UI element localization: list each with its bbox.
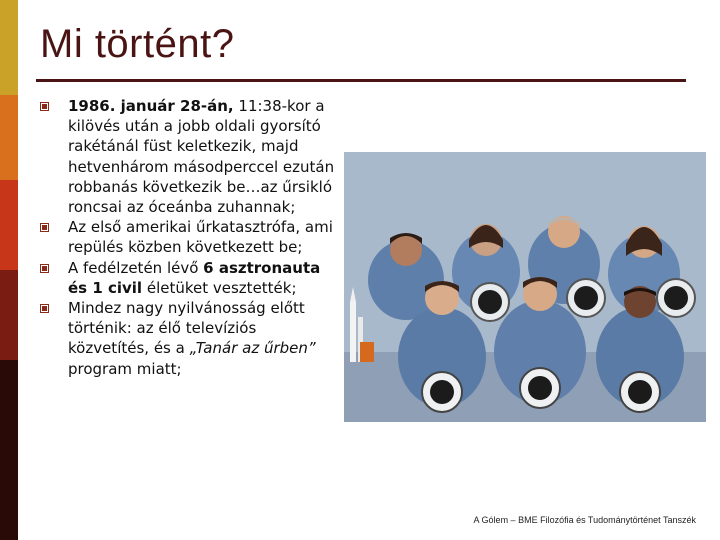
bullet-text-post: életüket vesztették;: [142, 278, 297, 297]
bullet-text-italic: „Tanár az űrben”: [189, 339, 316, 358]
bullet-item: [40, 217, 340, 257]
front-row: [398, 277, 684, 412]
square-bullet-icon: [40, 102, 49, 111]
bullet-text-pre: Mindez nagy nyilvánosság előtt történik: az élő televíziós közvetítés, és a: [68, 299, 305, 358]
bullet-text-bold: 6 asztronauta és 1 civil: [68, 258, 321, 297]
bullet-item: [40, 258, 340, 298]
sidebar-segment-maroon: [0, 270, 18, 360]
bullet-item: [40, 298, 340, 379]
crew-photo: [344, 152, 706, 422]
bullet-text-pre: A fedélzetén lévő: [68, 258, 204, 277]
square-bullet-icon: [40, 264, 49, 273]
crew-photo-illustration: [344, 152, 706, 422]
bullet-list: [40, 96, 340, 379]
sidebar-segment-dark: [0, 360, 18, 540]
sidebar-segment-orange: [0, 95, 18, 180]
bullet-text: 11:38-kor a kilövés után a jobb oldali gyorsító rakétánál füst keletkezik, majd hetvenhárom másodperccel ezután robbanás következik be…az űrsikló roncsai az óceánba zuhannak;: [68, 97, 335, 217]
sidebar-stripe: [0, 0, 18, 540]
sidebar-segment-gold: [0, 0, 18, 95]
bullet-text: Az első amerikai űrkatasztrófa, ami repülés közben következett be;: [68, 218, 333, 257]
bullet-text-post: program miatt;: [68, 359, 182, 378]
bullet-lead: 1986. január 28-án,: [68, 97, 234, 115]
sidebar-segment-red: [0, 180, 18, 270]
square-bullet-icon: [40, 223, 49, 232]
footer-text: A Gólem – BME Filozófia és Tudománytörténet Tanszék: [473, 515, 696, 525]
slide-title: Mi történt?: [40, 22, 235, 66]
square-bullet-icon: [40, 304, 49, 313]
bullet-item: [40, 96, 340, 217]
title-divider: [36, 79, 686, 82]
